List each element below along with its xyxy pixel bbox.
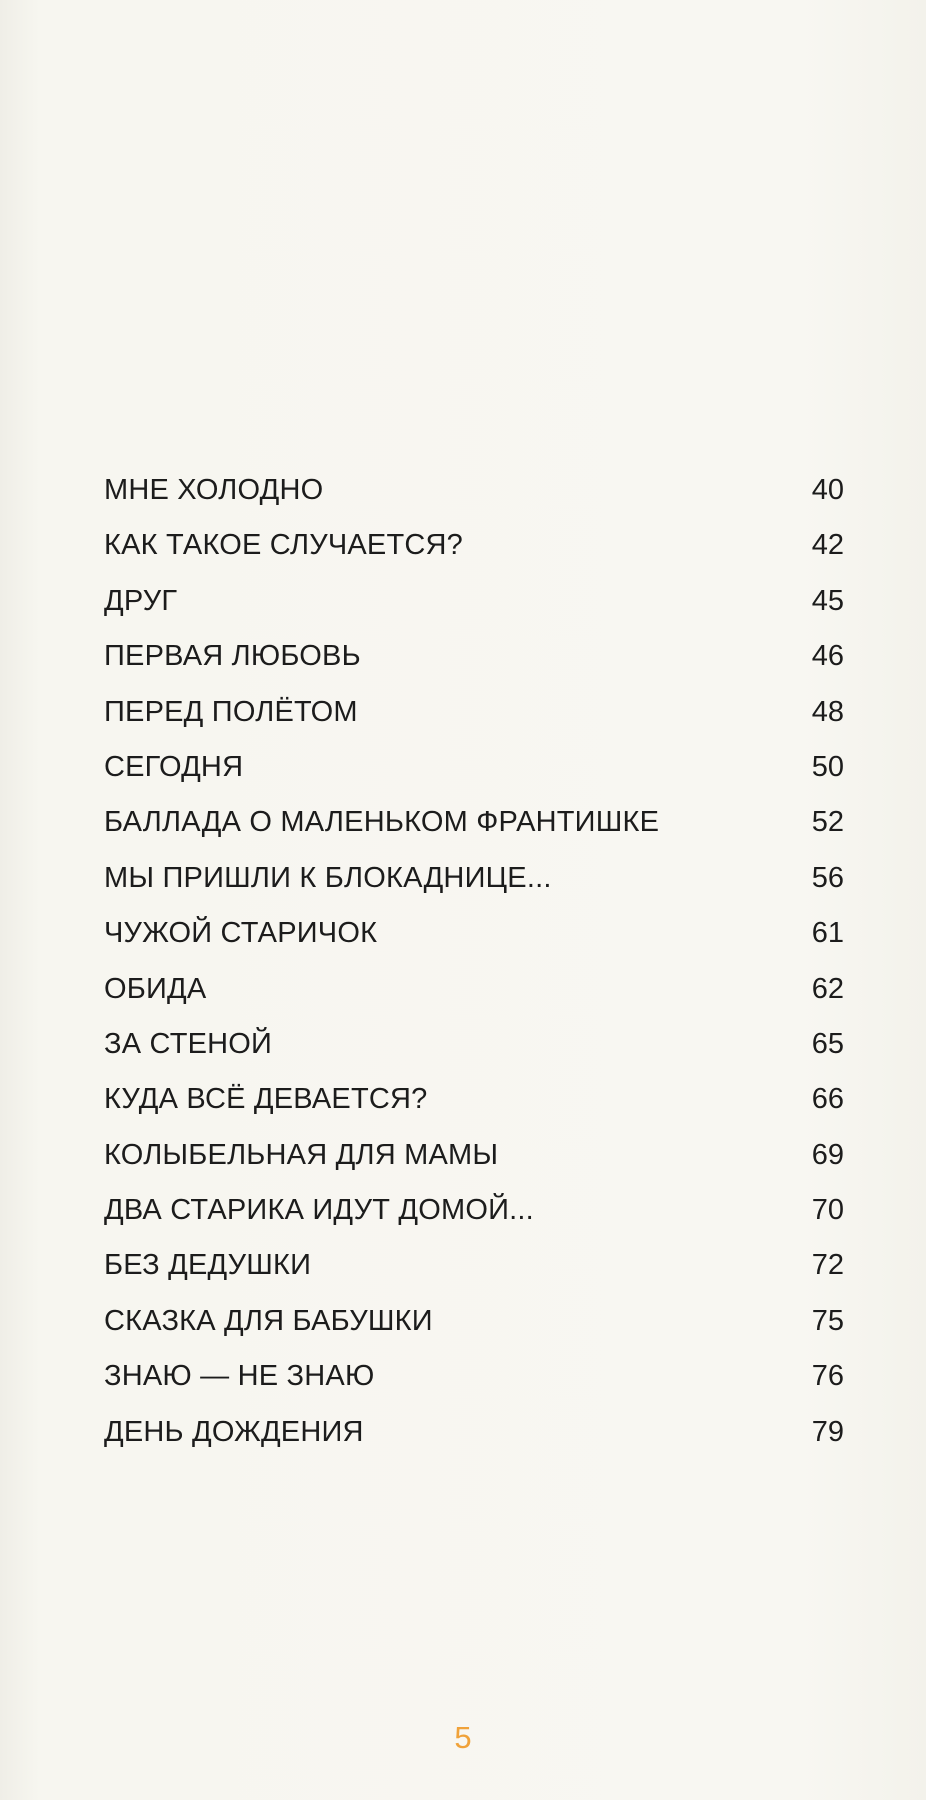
toc-entry-page: 79 <box>811 1415 844 1448</box>
toc-entry-title: МНЕ ХОЛОДНО <box>104 474 324 506</box>
toc-entry-title: ДЕНЬ ДОЖДЕНИЯ <box>104 1415 364 1448</box>
toc-entry <box>104 1305 844 1360</box>
toc-entry-page: 42 <box>811 529 844 562</box>
toc-entry-page: 75 <box>811 1304 844 1337</box>
toc-entry-title: ЗА СТЕНОЙ <box>104 1027 273 1060</box>
toc-entry-title: ДВА СТАРИКА ИДУТ ДОМОЙ... <box>104 1194 534 1227</box>
toc-entry-page: 66 <box>811 1083 844 1116</box>
toc-entry <box>104 585 844 640</box>
toc-entry <box>104 1249 844 1304</box>
toc-entry <box>104 1028 844 1083</box>
table-of-contents <box>104 474 844 1471</box>
toc-entry-page: 40 <box>811 474 844 506</box>
page-number: 5 <box>454 1720 472 1755</box>
toc-entry <box>104 862 844 917</box>
toc-entry-title: СКАЗКА ДЛЯ БАБУШКИ <box>104 1304 433 1337</box>
toc-entry-title: ПЕРЕД ПОЛЁТОМ <box>104 695 358 728</box>
toc-entry-page: 52 <box>811 806 844 839</box>
toc-entry <box>104 973 844 1028</box>
toc-entry <box>104 474 844 529</box>
toc-entry-title: ОБИДА <box>104 972 207 1005</box>
toc-entry-page: 65 <box>811 1027 844 1060</box>
toc-entry-page: 45 <box>811 584 844 617</box>
toc-entry <box>104 640 844 695</box>
toc-entry-title: ПЕРВАЯ ЛЮБОВЬ <box>104 640 361 673</box>
toc-entry-page: 48 <box>811 695 844 728</box>
toc-entry-page: 69 <box>811 1138 844 1171</box>
toc-entry <box>104 917 844 972</box>
toc-entry-page: 50 <box>811 750 844 783</box>
toc-entry <box>104 1083 844 1138</box>
toc-entry-page: 76 <box>811 1360 844 1393</box>
toc-entry <box>104 1194 844 1249</box>
toc-entry-title: ЗНАЮ — НЕ ЗНАЮ <box>104 1360 375 1393</box>
toc-entry-title: КАК ТАКОЕ СЛУЧАЕТСЯ? <box>104 529 463 562</box>
toc-entry-title: КУДА ВСЁ ДЕВАЕТСЯ? <box>104 1083 428 1116</box>
toc-entry-title: МЫ ПРИШЛИ К БЛОКАДНИЦЕ... <box>104 861 552 894</box>
toc-entry-title: ДРУГ <box>104 584 178 617</box>
toc-entry <box>104 1139 844 1194</box>
toc-entry-page: 46 <box>811 640 844 673</box>
toc-entry <box>104 529 844 584</box>
toc-entry <box>104 1360 844 1415</box>
toc-entry-title: БЕЗ ДЕДУШКИ <box>104 1249 312 1282</box>
toc-entry-title: КОЛЫБЕЛЬНАЯ ДЛЯ МАМЫ <box>104 1138 499 1171</box>
toc-entry-title: ЧУЖОЙ СТАРИЧОК <box>104 917 378 950</box>
toc-entry-page: 56 <box>811 861 844 894</box>
toc-entry-page: 62 <box>811 972 844 1005</box>
toc-entry-page: 72 <box>811 1249 844 1282</box>
toc-entry <box>104 1416 844 1471</box>
toc-entry-page: 61 <box>811 917 844 950</box>
toc-entry-title: БАЛЛАДА О МАЛЕНЬКОМ ФРАНТИШКЕ <box>104 806 660 839</box>
toc-entry-page: 70 <box>811 1194 844 1227</box>
toc-entry <box>104 696 844 751</box>
toc-entry-title: СЕГОДНЯ <box>104 750 244 783</box>
toc-entry <box>104 751 844 806</box>
toc-entry <box>104 806 844 861</box>
